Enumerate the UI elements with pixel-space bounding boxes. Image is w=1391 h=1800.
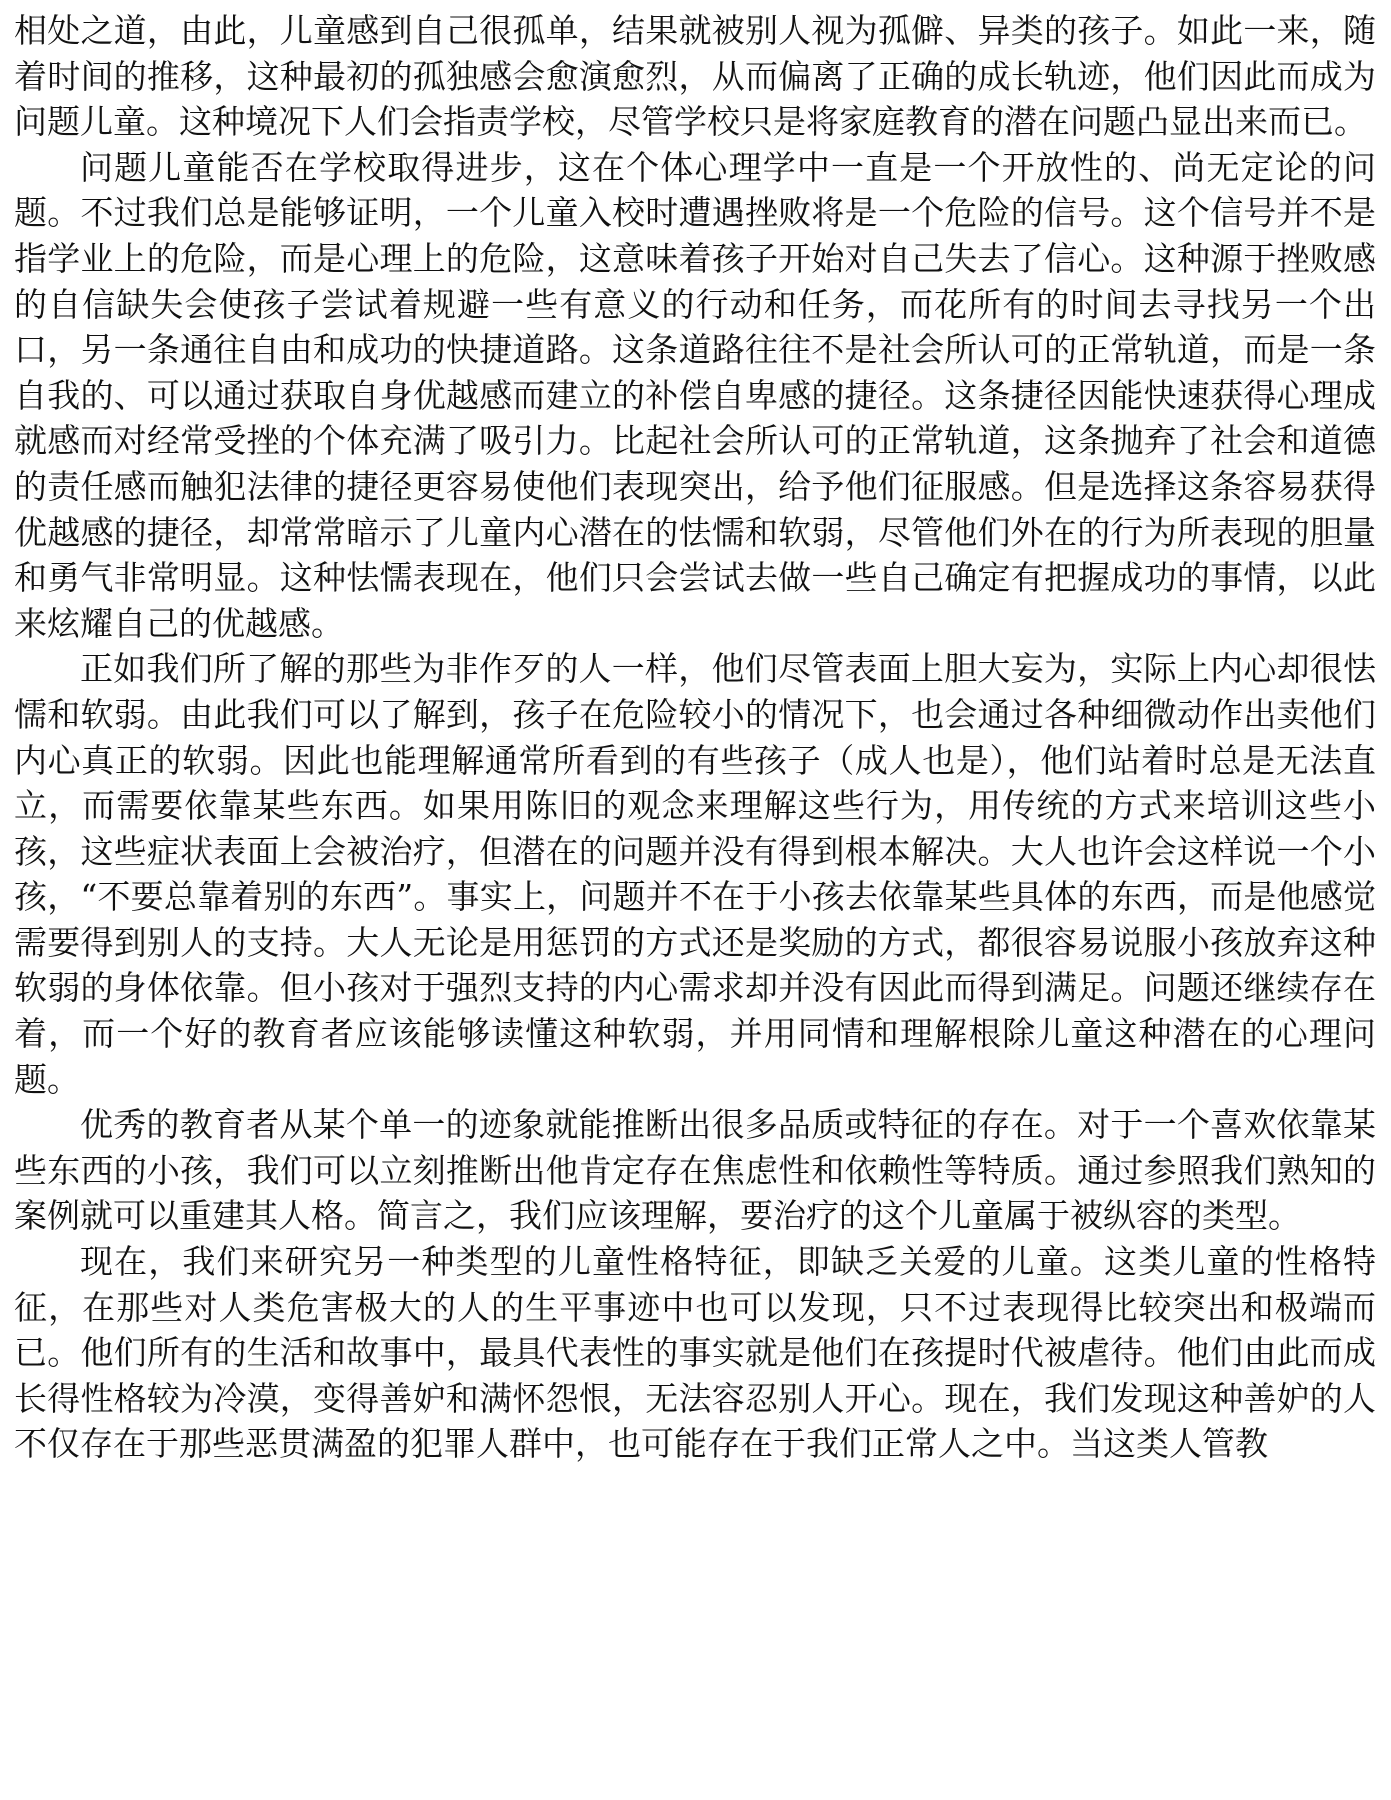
paragraph-1: 相处之道，由此，儿童感到自己很孤单，结果就被别人视为孤僻、异类的孩子。如此一来，随着时间的推移，这种最初的孤独感会愈演愈烈，从而偏离了正确的成长轨迹，他们因此而成为问题儿童。这种境况下人们会指责学校，尽管学校只是将家庭教育的潜在问题凸显出来而已。 — [14, 11, 1376, 142]
paragraph-2: 问题儿童能否在学校取得进步，这在个体心理学中一直是一个开放性的、尚无定论的问题。不过我们总是能够证明，一个儿童入校时遭遇挫败将是一个危险的信号。这个信号并不是指学业上的危险，而是心理上的危险，这意味着孩子开始对自己失去了信心。这种源于挫败感的自信缺失会使孩子尝试着规避一些有意义的行动和任务，而花所有的时间去寻找另一个出口，另一条通往自由和成功的快捷道路。这条道路往往不是社会所认可的正常轨道，而是一条自我的、可以通过获取自身优越感而建立的补偿自卑感的捷径。这条捷径因能快速获得心理成就感而对经常受挫的个体充满了吸引力。比起社会所认可的正常轨道，这条抛弃了社会和道德的责任感而触犯法律的捷径更容易使他们表现突出，给予他们征服感。但是选择这条容易获得优越感的捷径，却常常暗示了儿童内心潜在的怯懦和软弱，尽管他们外在的行为所表现的胆量和勇气非常明显。这种怯懦表现在，他们只会尝试去做一些自己确定有把握成功的事情，以此来炫耀自己的优越感。 — [14, 147, 1376, 643]
body-text — [14, 8, 1376, 1467]
paragraph-5: 现在，我们来研究另一种类型的儿童性格特征，即缺乏关爱的儿童。这类儿童的性格特征，在那些对人类危害极大的人的生平事迹中也可以发现，只不过表现得比较突出和极端而已。他们所有的生活和故事中，最具代表性的事实就是他们在孩提时代被虐待。他们由此而成长得性格较为冷漠，变得善妒和满怀怨恨，无法容忍别人开心。现在，我们发现这种善妒的人不仅存在于那些恶贯满盈的犯罪人群中，也可能存在于我们正常人之中。当这类人管教 — [14, 1242, 1376, 1464]
paragraph-4: 优秀的教育者从某个单一的迹象就能推断出很多品质或特征的存在。对于一个喜欢依靠某些东西的小孩，我们可以立刻推断出他肯定存在焦虑性和依赖性等特质。通过参照我们熟知的案例就可以重建其人格。简言之，我们应该理解，要治疗的这个儿童属于被纵容的类型。 — [14, 1105, 1376, 1236]
paragraph-3: 正如我们所了解的那些为非作歹的人一样，他们尽管表面上胆大妄为，实际上内心却很怯懦和软弱。由此我们可以了解到，孩子在危险较小的情况下，也会通过各种细微动作出卖他们内心真正的软弱。因此也能理解通常所看到的有些孩子（成人也是），他们站着时总是无法直立，而需要依靠某些东西。如果用陈旧的观念来理解这些行为，用传统的方式来培训这些小孩，这些症状表面上会被治疗，但潜在的问题并没有得到根本解决。大人也许会这样说一个小孩，“不要总靠着别的东西”。事实上，问题并不在于小孩去依靠某些具体的东西，而是他感觉需要得到别人的支持。大人无论是用惩罚的方式还是奖励的方式，都很容易说服小孩放弃这种软弱的身体依靠。但小孩对于强烈支持的内心需求却并没有因此而得到满足。问题还继续存在着，而一个好的教育者应该能够读懂这种软弱，并用同情和理解根除儿童这种潜在的心理问题。 — [14, 649, 1376, 1099]
